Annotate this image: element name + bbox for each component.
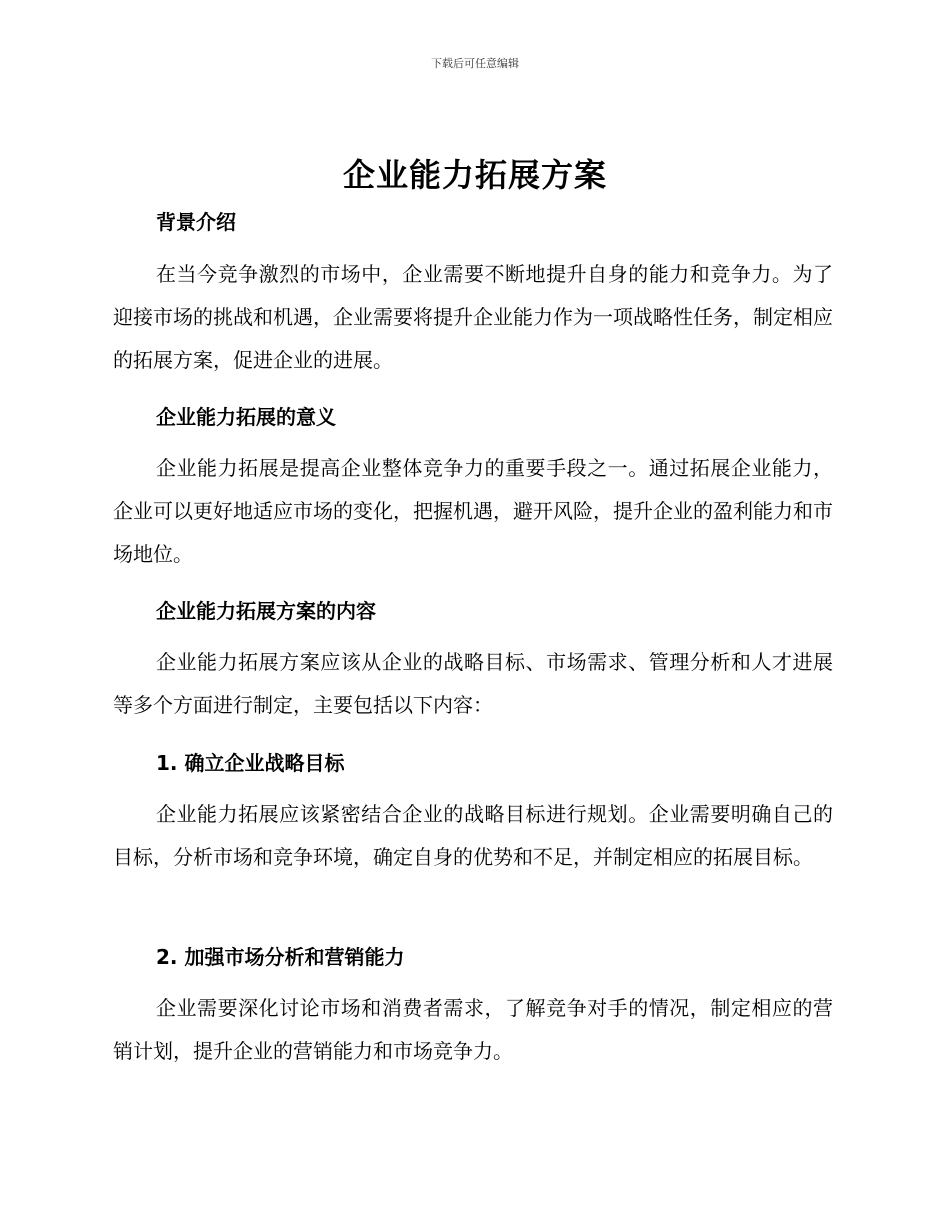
section-heading-background: 背景介绍 [156, 210, 236, 234]
section-heading-significance: 企业能力拓展的意义 [156, 405, 336, 429]
section-heading-plan-content: 企业能力拓展方案的内容 [156, 599, 376, 623]
section-heading-strategy-goals: 1. 确立企业战略目标 [156, 751, 345, 775]
section-body-market-analysis: 企业需要深化讨论市场和消费者需求，了解竞争对手的情况，制定相应的营销计划，提升企业的营销能力和市场竞争力。 [113, 996, 833, 1063]
section-body-background: 在当今竞争激烈的市场中，企业需要不断地提升自身的能力和竞争力。为了迎接市场的挑战和机遇，企业需要将提升企业能力作为一项战略性任务，制定相应的拓展方案，促进企业的进展。 [113, 262, 833, 372]
document-title: 企业能力拓展方案 [342, 156, 607, 194]
section-body-plan-content: 企业能力拓展方案应该从企业的战略目标、市场需求、管理分析和人才进展等多个方面进行制定，主要包括以下内容： [113, 650, 833, 717]
section-heading-market-analysis: 2. 加强市场分析和营销能力 [156, 945, 405, 969]
section-body-significance: 企业能力拓展是提高企业整体竞争力的重要手段之一。通过拓展企业能力，企业可以更好地适应市场的变化，把握机遇，避开风险，提升企业的盈利能力和市场地位。 [113, 456, 833, 566]
page-header-note: 下载后可任意编辑 [431, 57, 519, 70]
section-body-strategy-goals: 企业能力拓展应该紧密结合企业的战略目标进行规划。企业需要明确自己的目标，分析市场和竞争环境，确定自身的优势和不足，并制定相应的拓展目标。 [113, 802, 833, 869]
